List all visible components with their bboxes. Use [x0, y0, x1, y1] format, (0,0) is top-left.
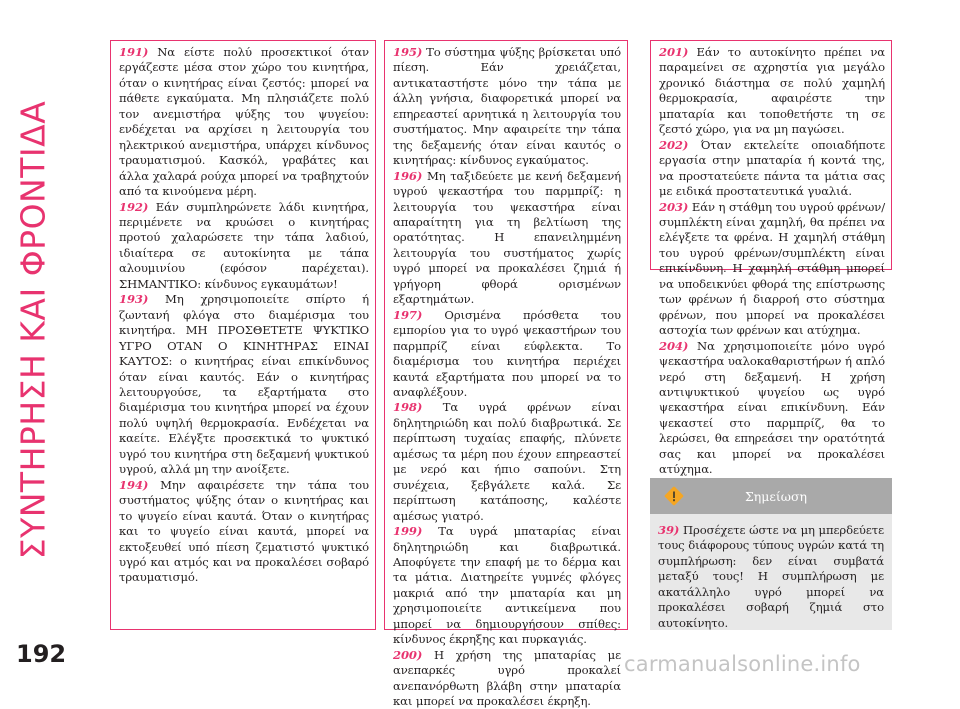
warnings-column-2: [384, 40, 628, 709]
note-body: [650, 514, 892, 630]
warning-paragraph: [659, 45, 885, 138]
warning-paragraph: [393, 45, 621, 169]
warning-paragraph: [393, 524, 621, 648]
warning-text: Μη ταξιδεύετε με κενή δεξαμενή υγρού ψεκαστήρα του παρμπρίζ: η λειτουργία του ψεκαστήρα είναι απαραίτητη για τη βελτίωση της ορατότητας. Η επανειλημμένη λειτουργία του συστήματος χωρίς υγρό μπορεί να προκαλέσει ζημιά ή γρήγορη φθορά ορισμένων εξαρτημάτων.: [393, 168, 621, 307]
warning-text: Μην αφαιρέσετε την τάπα του συστήματος ψύξης όταν ο κινητήρας και το ψυγείο είναι καυτά. Όταν ο κινητήρας και το ψυγείο είναι καυτά, μπορεί να εκτοξευθεί υπό πίεση ζεματιστό ψυκτικό υγρό και ατμός και να προκαλέσει σοβαρό τραυματισμό.: [119, 477, 369, 585]
note-title: Σημείωση: [744, 488, 808, 504]
section-title-text: ΣΥΝΤΗΡΗΣΗ ΚΑΙ ΦΡΟΝΤΙΔΑ: [13, 100, 53, 560]
warning-text: Μη χρησιμοποιείτε σπίρτο ή ζωντανή φλόγα στο διαμέρισμα του κινητήρα. ΜΗ ΠΡΟΣΘΕΤΕΤΕ ΨΥΚΤΙΚΟ ΥΓΡΟ ΟΤΑΝ Ο ΚΙΝΗΤΗΡΑΣ ΕΙΝΑΙ ΚΑΥΤΟΣ: ο κινητήρας είναι επικίνδυνος όταν είναι καυτός. Εάν ο κινητήρας λειτουργούσε, τα εξαρτήματα στο διαμέρισμα του κινητήρα μπορεί να έχουν πολύ υψηλή θερμοκρασία. Ενδέχεται να καείτε. Ελέγξτε προσεκτικά το ψυκτικό υγρό του κινητήρα στη δεξαμενή ψυκτικού υγρού, αλλά μη την ανοίξετε.: [119, 292, 369, 477]
note-text: Προσέχετε ώστε να μη μπερδεύετε τους διάφορους τύπους υγρών κατά τη συμπλήρωση: δεν είναι συμβατά μεταξύ τους! Η συμπλήρωση με ακατάλληλο υγρό μπορεί να προκαλέσει σοβαρή ζημιά στο αυτοκίνητο.: [658, 523, 884, 630]
warnings-column-1: [110, 40, 376, 630]
warning-text: Να είστε πολύ προσεκτικοί όταν εργάζεστε μέσα στον χώρο του κινητήρα, όταν ο κινητήρας είναι ζεστός: μπορεί να πάθετε εγκαύματα. Μη πλησιάζετε πολύ τον ανεμιστήρα ψύξης του ψυγείου: ενδέχεται να αρχίσει η λειτουργία του ηλεκτρικού ανεμιστήρα, υπάρχει κίνδυνος τραυματισμού. Κασκόλ, γραβάτες και άλλα χαλαρά ρούχα μπορεί να τραβηχτούν από τα κινούμενα μέρη.: [119, 45, 369, 199]
warning-number: 203): [659, 199, 689, 214]
warning-text: Εάν η στάθμη του υγρού φρένων/συμπλέκτη είναι χαμηλή, θα πρέπει να ελέγξετε τα φρένα. Η χαμηλή στάθμη του υγρού φρένων/συμπλέκτη είναι επικίνδυνη. Η χαμηλή στάθμη μπορεί να υποδεικνύει φθορά της επίστρωσης των φρένων ή διαρροή στο σύστημα φρένων, που μπορεί να προκαλέσει αστοχία των φρένων και ατύχημα.: [659, 199, 885, 338]
warning-text: Τα υγρά μπαταρίας είναι δηλητηριώδη και διαβρωτικά. Αποφύγετε την επαφή με το δέρμα και τα μάτια. Διατηρείτε γυμνές φλόγες μακριά από την μπαταρία και μη χρησιμοποιείτε αντικείμενα που μπορεί να δημιουργήσουν σπίθες: κίνδυνος έκρηξης και πυρκαγιάς.: [393, 524, 621, 647]
warning-paragraph: [393, 308, 621, 401]
warning-paragraph: [659, 200, 885, 339]
note-header: [650, 478, 892, 514]
warning-text: Όταν εκτελείτε οποιαδήποτε εργασία στην μπαταρία ή κοντά της, να προστατεύετε πάντα τα μάτια σας με ειδικά προστατευτικά γυαλιά.: [659, 137, 885, 199]
warning-number: 195): [393, 45, 423, 59]
note-paragraph: [658, 523, 884, 631]
warning-text: Ορισμένα πρόσθετα του εμπορίου για το υγρό ψεκαστήρων του παρμπρίζ είναι εύφλεκτα. Το διαμέρισμα του κινητήρα περιέχει καυτά εξαρτήματα που μπορεί να το αναφλέξουν.: [393, 307, 621, 399]
warning-number: 191): [119, 45, 149, 59]
warning-paragraph: [393, 169, 621, 308]
warning-paragraph: [119, 292, 369, 477]
warning-number: 201): [659, 45, 689, 59]
warning-paragraph: [119, 45, 369, 200]
warning-paragraph: [659, 339, 885, 478]
warning-text: Εάν συμπληρώνετε λάδι κινητήρα, περιμένετε να κρυώσει ο κινητήρας προτού χαλαρώσετε την τάπα λαδιού, ιδιαίτερα σε αυτοκίνητα με τάπα αλουμινίου (εφόσον παρέχεται). ΣΗΜΑΝΤΙΚΟ: κίνδυνος εγκαυμάτων!: [119, 199, 369, 291]
warning-paragraph: [119, 200, 369, 293]
page-number: 192: [16, 640, 67, 668]
warning-paragraph: [659, 138, 885, 200]
warning-paragraph: [119, 478, 369, 586]
warning-text: Η χρήση της μπαταρίας με ανεπαρκές υγρό προκαλεί ανεπανόρθωτη βλάβη στην μπαταρία και μπορεί να προκαλέσει έκρηξη.: [393, 647, 621, 709]
warning-number: 194): [119, 477, 149, 492]
warning-text: Το σύστημα ψύξης βρίσκεται υπό πίεση. Εάν χρειάζεται, αντικαταστήστε μόνο την τάπα με άλλη γνήσια, διαφορετικά μπορεί να επηρεαστεί αρνητικά η λειτουργία του συστήματος. Μην αφαιρείτε την τάπα της δεξαμενής όταν είναι καυτός ο κινητήρας: κίνδυνος εγκαύματος.: [393, 45, 621, 168]
warning-text: Εάν το αυτοκίνητο πρέπει να παραμείνει σε αχρηστία για μεγάλο χρονικό διάστημα σε πολύ χαμηλή θερμοκρασία, αφαιρέστε την μπαταρία και τοποθετήστε τη σε ζεστό χώρο, για να μη παγώσει.: [659, 45, 885, 137]
warning-number: 196): [393, 168, 423, 183]
watermark: carmanualsonline.info: [624, 652, 861, 676]
warning-number: 204): [659, 338, 689, 353]
warning-text: Τα υγρά φρένων είναι δηλητηριώδη και πολύ διαβρωτικά. Σε περίπτωση τυχαίας επαφής, πλύνετε αμέσως τα μέρη που έχουν επηρεαστεί με νερό και ήπιο σαπούνι. Στη συνέχεια, ξεβγάλετε καλά. Σε περίπτωση κατάποσης, καλέστε αμέσως γιατρό.: [393, 400, 621, 523]
warning-number: 192): [119, 199, 149, 214]
section-title-vertical: [8, 30, 58, 630]
warning-number: 199): [393, 524, 423, 539]
warning-number: 198): [393, 400, 423, 415]
warning-number: 200): [393, 647, 423, 662]
note-number: 39): [658, 523, 680, 537]
warning-number: 202): [659, 137, 689, 152]
warning-paragraph: [393, 400, 621, 524]
note-warning-icon: [664, 486, 684, 506]
warning-number: 193): [119, 292, 149, 307]
warning-paragraph: [393, 648, 621, 709]
warning-number: 197): [393, 307, 423, 322]
warning-text: Να χρησιμοποιείτε μόνο υγρό ψεκαστήρα υαλοκαθαριστήρων ή απλό νερό στη δεξαμενή. Η χρήση αντιψυκτικού ψυγείου ως υγρό ψεκαστήρα είναι επικίνδυνη. Εάν ψεκαστεί στο παρμπρίζ, θα το λερώσει, θα επηρεάσει την ορατότητά σας και μπορεί να προκαλέσει ατύχημα.: [659, 338, 885, 477]
warnings-column-3: [650, 40, 892, 477]
